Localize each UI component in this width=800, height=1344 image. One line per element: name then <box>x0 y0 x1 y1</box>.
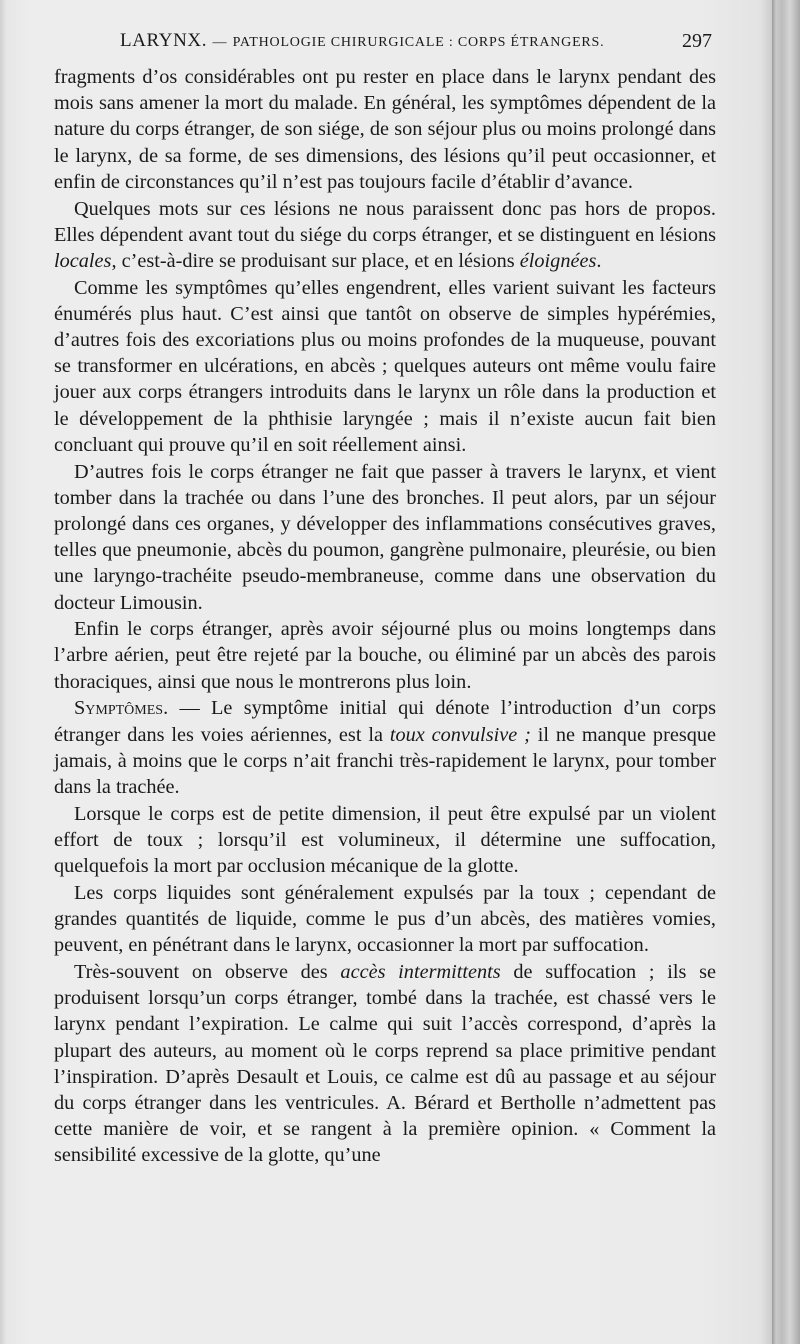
running-title <box>120 30 604 52</box>
page-number: 297 <box>682 30 712 52</box>
paragraph-text: . <box>596 249 602 272</box>
section-title: LARYNX. <box>120 30 208 51</box>
separator: — <box>212 35 228 50</box>
italic-text: toux convulsive ; <box>389 723 531 746</box>
paragraph-text: Très-souvent on observe des <box>74 960 341 983</box>
paragraph <box>54 275 716 458</box>
paragraph-text: de suffocation ; ils se produisent lorsqu’un corps étranger, tombé dans la trachée, est chassé vers le larynx pendant l’expiration. Le calme qui suit l’accès correspond, d’après la plupart des auteurs, au moment où le corps reprend sa place primitive pendant l’inspiration. D’après Desault et Louis, ce calme est dû au passage et au séjour du corps étranger dans les ventricules. A. Bérard et Bertholle n’admettent pas cette manière de voir, et se rangent à la première opinion. « Comment la sensibilité excessive de la glotte, qu’une <box>54 960 716 1167</box>
paragraph <box>54 196 716 275</box>
paragraph-text: Quelques mots sur ces lésions ne nous paraissent donc pas hors de propos. Elles dépendent avant tout du siége du corps étranger, et se distinguent en lésions <box>54 197 716 246</box>
paragraph-text: Comme les symptômes qu’elles engendrent, elles varient suivant les facteurs énumérés plus haut. C’est ainsi que tantôt on observe de simples hypérémies, d’autres fois des excoriations plus ou moins profondes de la muqueuse, pouvant se transformer en ulcérations, en abcès ; quelques auteurs ont même voulu faire jouer aux corps étrangers introduits dans le larynx un rôle dans la production et le développement de la phthisie laryngée ; mais il n’existe aucun fait bien concluant qui prouve qu’il en soit réellement ainsi. <box>54 276 716 456</box>
paragraph-text: fragments d’os considérables ont pu rester en place dans le larynx pendant des mois sans amener la mort du malade. En général, les symptômes dépendent de la nature du corps étranger, de son siége, de son séjour plus ou moins prolongé dans le larynx, de sa forme, de ses dimensions, des lésions qu’il peut occasionner, et enfin de circonstances qu’il n’est pas toujours facile d’établir d’avance. <box>54 66 716 193</box>
italic-text: accès intermittents <box>340 960 501 983</box>
paragraph <box>54 959 716 1169</box>
paragraph <box>54 695 716 800</box>
paragraph-text: Lorsque le corps est de petite dimension, il peut être expulsé par un violent effort de toux ; lorsqu’il est volumineux, il détermine une suffocation, quelquefois la mort par occlusion mécanique de la glotte. <box>54 802 716 878</box>
paragraph-text: il ne manque presque jamais, à moins que le corps n’ait franchi très-rapidement le larynx, pour tomber dans la trachée. <box>54 723 717 798</box>
paragraph-text: , c’est-à-dire se produisant sur place, et en lésions <box>111 249 520 272</box>
paragraph-text: D’autres fois le corps étranger ne fait que passer à travers le larynx, et vient tomber dans la trachée ou dans l’une des bronches. Il peut alors, par un séjour prolongé dans ces organes, y développer des inflammations consécutives graves, telles que pneumonie, abcès du poumon, gangrène pulmonaire, pleurésie, ou bien une laryngo-trachéite pseudo-membraneuse, comme dans une observation du docteur Limousin. <box>54 460 716 614</box>
paragraph <box>54 64 716 195</box>
italic-text: éloignées <box>519 249 597 272</box>
page-body <box>54 64 716 1169</box>
paragraph-text: Enfin le corps étranger, après avoir séjourné plus ou moins longtemps dans l’arbre aérien, peut être rejeté par la bouche, ou éliminé par un abcès des parois thoraciques, ainsi que nous le montrerons plus loin. <box>54 618 716 693</box>
page-edge <box>772 0 800 1344</box>
chapter-title: PATHOLOGIE CHIRURGICALE : CORPS ÉTRANGERS. <box>232 35 605 50</box>
paragraph <box>54 880 716 959</box>
paragraph <box>54 459 716 616</box>
paragraph-text: — Le symptôme initial qui dénote l’introduction d’un corps étranger dans les voies aériennes, est la <box>54 697 716 746</box>
section-heading: Symptômes. <box>74 697 169 720</box>
italic-text: locales <box>54 249 112 272</box>
page-header <box>112 28 712 58</box>
paragraph <box>54 801 716 880</box>
paragraph-text: Les corps liquides sont généralement expulsés par la toux ; cependant de grandes quantités de liquide, comme le pus d’un abcès, des matières vomies, peuvent, en pénétrant dans le larynx, occasionner la mort par suffocation. <box>54 881 716 957</box>
paragraph <box>54 616 716 695</box>
